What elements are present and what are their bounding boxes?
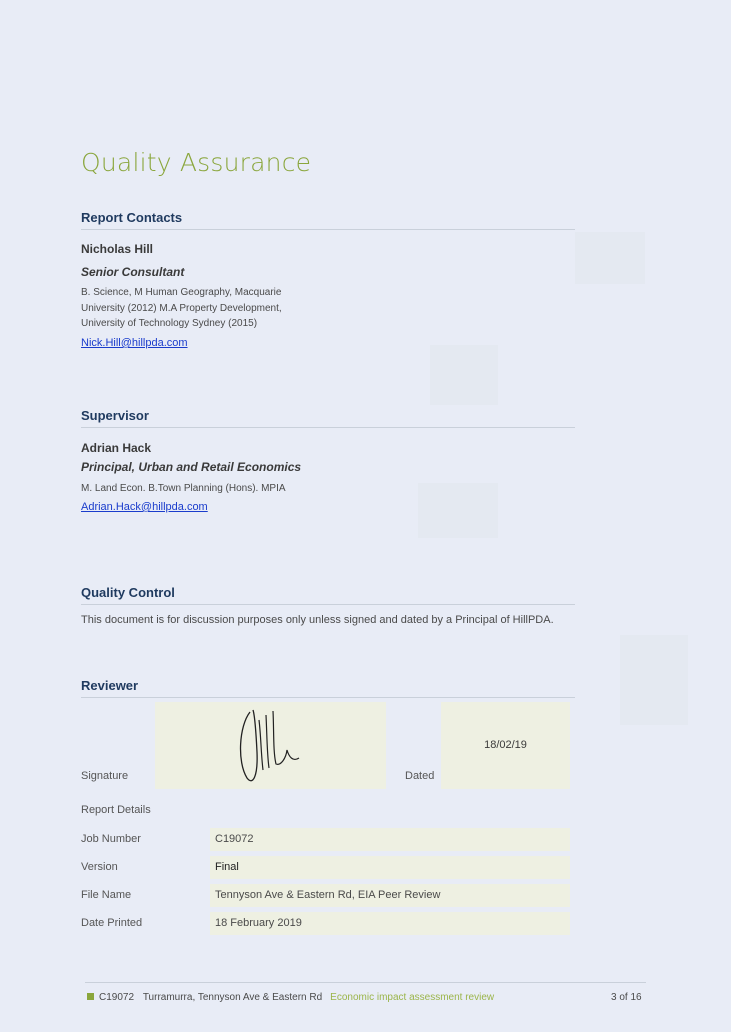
contact-email-link[interactable]: Nick.Hill@hillpda.com [81,337,188,349]
report-details-heading: Report Details [81,804,151,816]
supervisor-qualifications: M. Land Econ. B.Town Planning (Hons). MPIA [81,483,286,494]
reviewer-heading: Reviewer [81,678,139,693]
signature-box [155,702,386,789]
version-field [210,856,570,879]
background-decoration [418,483,498,538]
signature-label: Signature [81,770,129,782]
footer-divider [85,982,646,983]
date-box [441,702,570,789]
supervisor-role: Principal, Urban and Retail Economics [81,460,302,474]
file-name-label: File Name [81,889,132,901]
background-decoration [620,635,688,725]
date-printed-field [210,912,570,935]
supervisor-email-link[interactable]: Adrian.Hack@hillpda.com [81,501,208,513]
date-printed-value: 18 February 2019 [215,917,302,929]
footer-doc-type: Economic impact assessment review [330,992,495,1003]
handwritten-signature [155,702,386,789]
job-number-value: C19072 [215,833,254,845]
dated-label: Dated [405,770,435,782]
version-label: Version [81,861,118,873]
footer-square-icon [87,993,94,1000]
job-number-field [210,828,570,851]
contact-qualifications: B. Science, M Human Geography, Macquarie University (2012) M.A Property Development, University of Technology Sydney (2015) [81,287,282,329]
contact-name: Nicholas Hill [81,242,154,256]
section-divider [81,697,575,698]
report-contacts-heading: Report Contacts [81,210,183,225]
supervisor-heading: Supervisor [81,408,149,423]
section-divider [81,229,575,230]
section-divider [81,427,575,428]
file-name-value: Tennyson Ave & Eastern Rd, EIA Peer Review [215,889,441,901]
footer-project: Turramurra, Tennyson Ave & Eastern Rd [142,992,323,1003]
footer-code: C19072 [99,992,135,1003]
job-number-label: Job Number [81,833,141,845]
page-footer [87,992,494,1003]
background-decoration [575,232,645,284]
section-divider [81,604,575,605]
background-decoration [430,345,498,405]
quality-control-heading: Quality Control [81,585,175,600]
file-name-field [210,884,570,907]
supervisor-name: Adrian Hack [81,441,152,455]
date-printed-label: Date Printed [81,917,143,929]
reviewer-date: 18/02/19 [484,739,527,751]
page-title: Quality Assurance [81,148,312,177]
quality-control-text: This document is for discussion purposes only unless signed and dated by a Principal of HillPDA. [81,614,554,626]
page-number: 3 of 16 [611,992,642,1003]
version-value: Final [215,861,239,873]
contact-role: Senior Consultant [81,265,185,279]
